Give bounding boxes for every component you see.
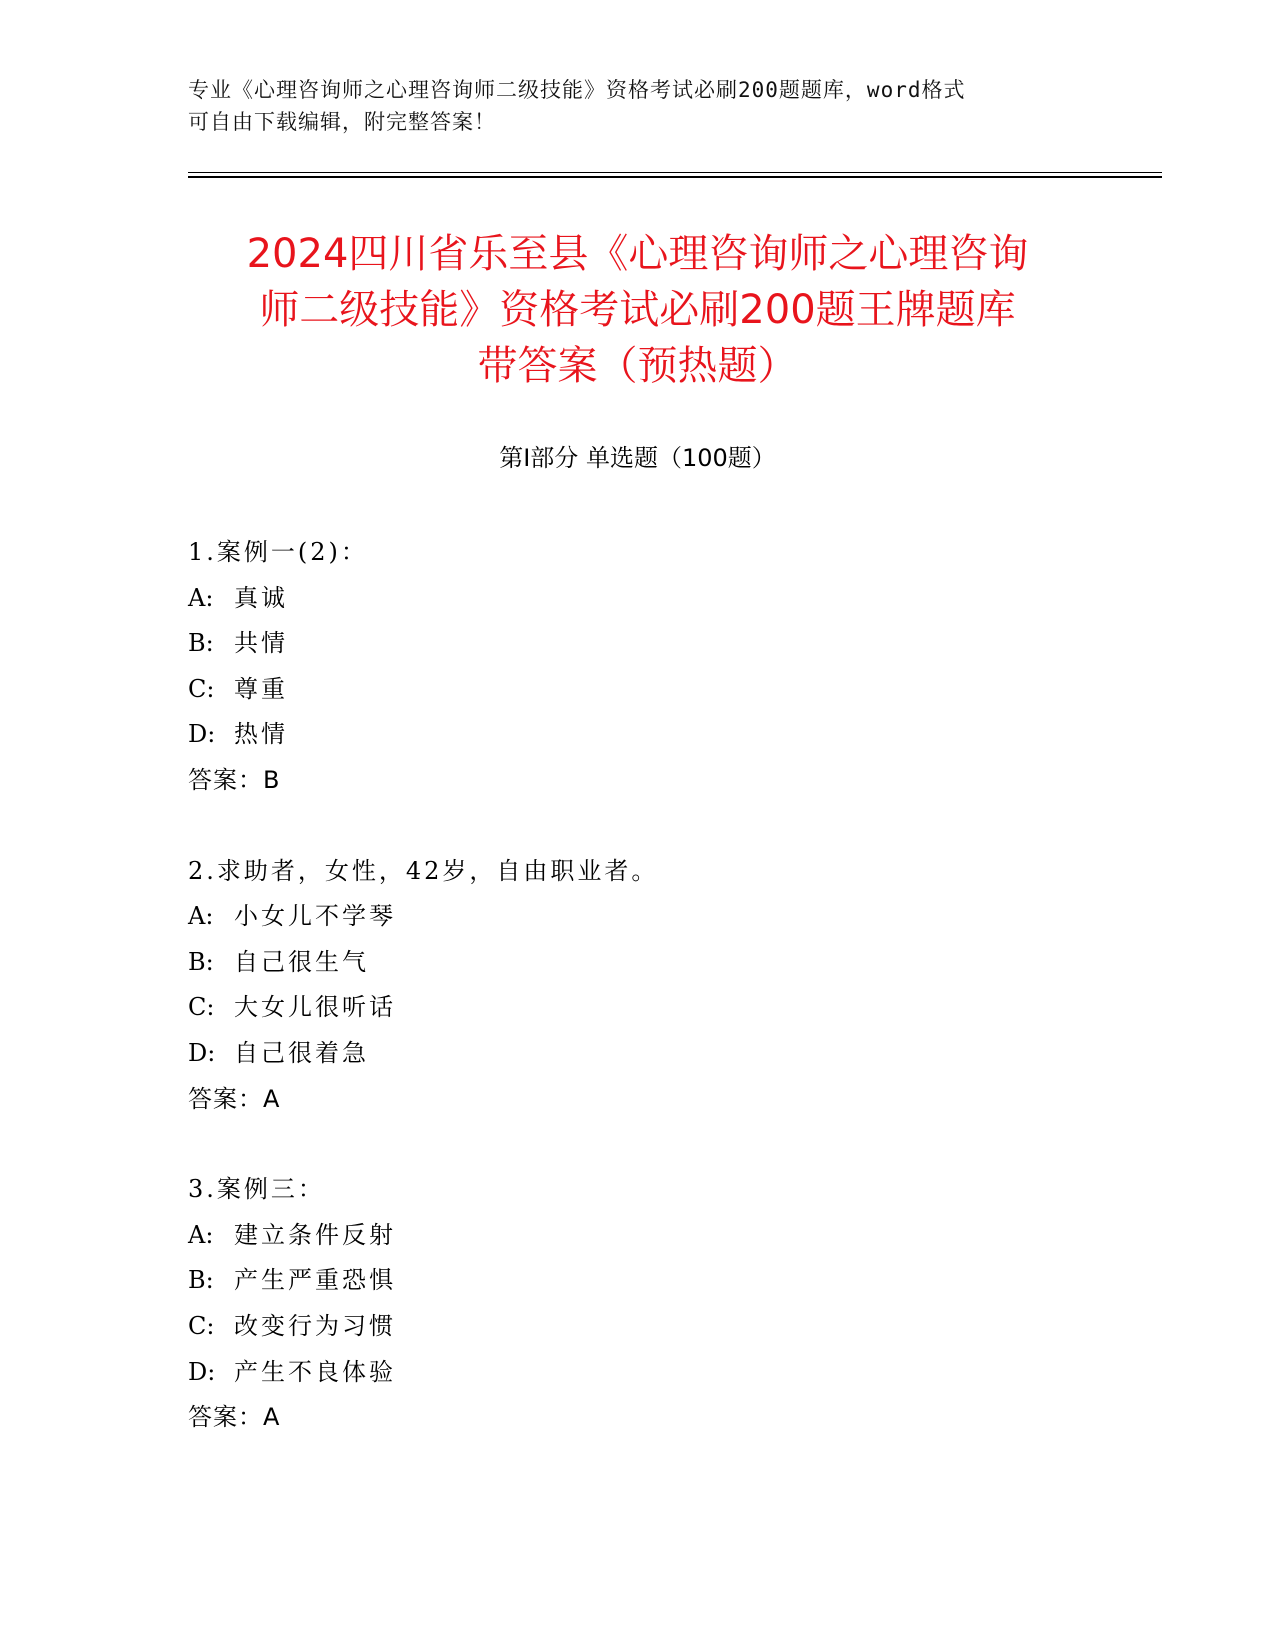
title-line-2: 师二级技能》资格考试必刷200题王牌题库 [259,287,1016,333]
answer-line: 答案：A [188,1403,281,1432]
question-stem: 3.案例三： [188,1175,325,1204]
option-a [188,1213,1088,1259]
question-item [188,530,1088,804]
option-c [188,1304,1088,1350]
question-stem: 2.求助者，女性，42岁，自由职业者。 [188,856,659,885]
option-text: 产生不良体验 [234,1357,396,1386]
option-letter: D: [188,1038,216,1067]
header-divider-thin [188,172,1162,173]
option-c [188,667,1088,713]
option-c [188,985,1088,1031]
option-text: 改变行为习惯 [234,1311,396,1340]
option-text: 大女儿很听话 [234,993,396,1022]
title-line-3: 带答案（预热题） [477,343,798,389]
question-list [188,530,1088,1486]
option-text: 自己很着急 [234,1038,369,1067]
option-a [188,894,1088,940]
option-text: 尊重 [234,674,288,703]
option-a [188,576,1088,622]
option-text: 共情 [234,629,288,658]
answer-line: 答案：B [188,765,281,794]
option-text: 产生严重恐惧 [234,1266,396,1295]
answer-line: 答案：A [188,1084,281,1113]
header-note [188,74,1088,138]
option-b [188,1258,1088,1304]
option-letter: B: [188,947,214,976]
question-item [188,849,1088,1123]
option-b [188,940,1088,986]
section-heading: 第I部分 单选题（100题） [499,444,776,472]
header-note-line-1: 专业《心理咨询师之心理咨询师二级技能》资格考试必刷200题题库，word格式 [188,78,966,102]
option-letter: D: [188,1357,216,1386]
question-stem: 1.案例一(2)： [188,538,368,566]
option-d [188,1350,1088,1396]
option-text: 真诚 [234,583,288,612]
option-letter: D: [188,720,216,749]
option-d [188,712,1088,758]
option-letter: C: [188,1311,215,1340]
question-item [188,1167,1088,1441]
header-divider-thick [188,176,1162,178]
option-letter: A: [188,583,214,612]
option-text: 自己很生气 [234,947,369,976]
document-title [150,226,1125,394]
option-text: 建立条件反射 [234,1220,396,1249]
option-text: 小女儿不学琴 [234,902,396,931]
option-b [188,621,1088,667]
option-letter: C: [188,674,215,703]
option-letter: A: [188,902,214,931]
option-letter: B: [188,629,214,658]
option-letter: C: [188,993,215,1022]
option-letter: B: [188,1266,214,1295]
header-note-line-2: 可自由下载编辑，附完整答案！ [188,110,496,134]
option-text: 热情 [234,720,288,749]
option-d [188,1031,1088,1077]
title-line-1: 2024四川省乐至县《心理咨询师之心理咨询 [246,231,1029,277]
option-letter: A: [188,1220,214,1249]
